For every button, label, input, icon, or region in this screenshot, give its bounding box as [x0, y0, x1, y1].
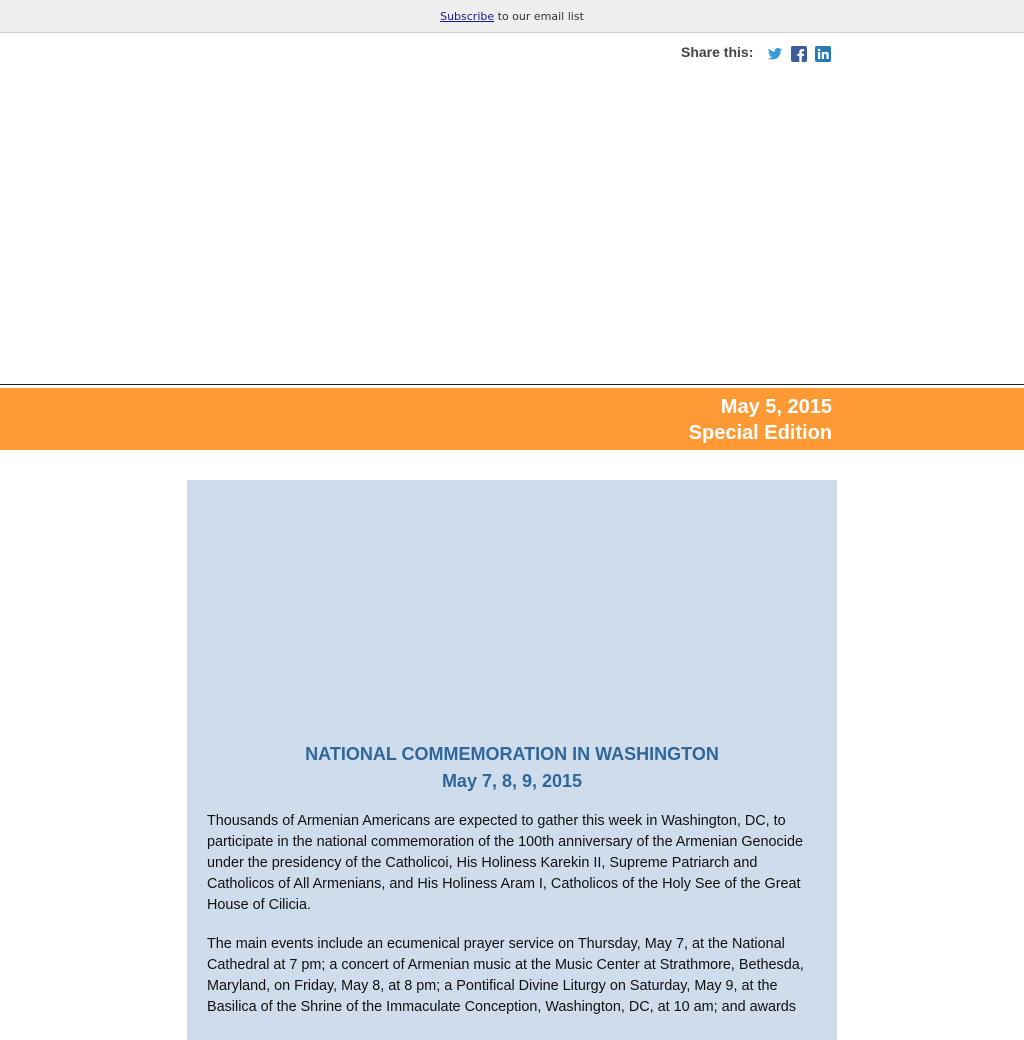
banner-edition: Special Edition [688, 422, 832, 444]
banner-date: May 5, 2015 [720, 396, 832, 418]
share-icons [767, 46, 831, 62]
twitter-icon[interactable] [767, 46, 783, 62]
article-paragraph: The main events include an ecumenical prayer service on Thursday, May 7, at the National Cathedral at 7 pm; a concert of Armenian music at the Music Center at Strathmore, Bethesda, Maryland, on Friday, May 8, at 8 pm; a Pontifical Divine Liturgy on Saturday, May 9, at the Basilica of the Shrine of the Immaculate Conception, Washington, DC, at 10 am; and awards [207, 936, 804, 1015]
article-body [207, 811, 817, 1036]
facebook-icon[interactable] [791, 46, 807, 62]
article-title: NATIONAL COMMEMORATION IN WASHINGTON [305, 744, 719, 764]
header-divider [0, 384, 1024, 385]
article-heading [187, 741, 837, 795]
subscribe-bar [0, 0, 1024, 33]
linkedin-icon[interactable] [815, 46, 831, 62]
subscribe-text: to our email list [494, 10, 584, 23]
share-label: Share this: [681, 44, 754, 60]
article-paragraph: Thousands of Armenian Americans are expected to gather this week in Washington, DC, to participate in the national commemoration of the 100th anniversary of the Armenian Genocide under the presidency of the Catholicoi, His Holiness Karekin II, Supreme Patriarch and Catholicos of All Armenians, and His Holiness Aram I, Catholicos of the Holy See of the Great House of Cilicia. [207, 813, 803, 913]
article-panel [187, 480, 837, 1040]
banner-text [689, 394, 832, 446]
date-banner [0, 388, 1024, 450]
article-dates: May 7, 8, 9, 2015 [441, 771, 583, 791]
subscribe-link[interactable]: Subscribe [440, 10, 495, 23]
